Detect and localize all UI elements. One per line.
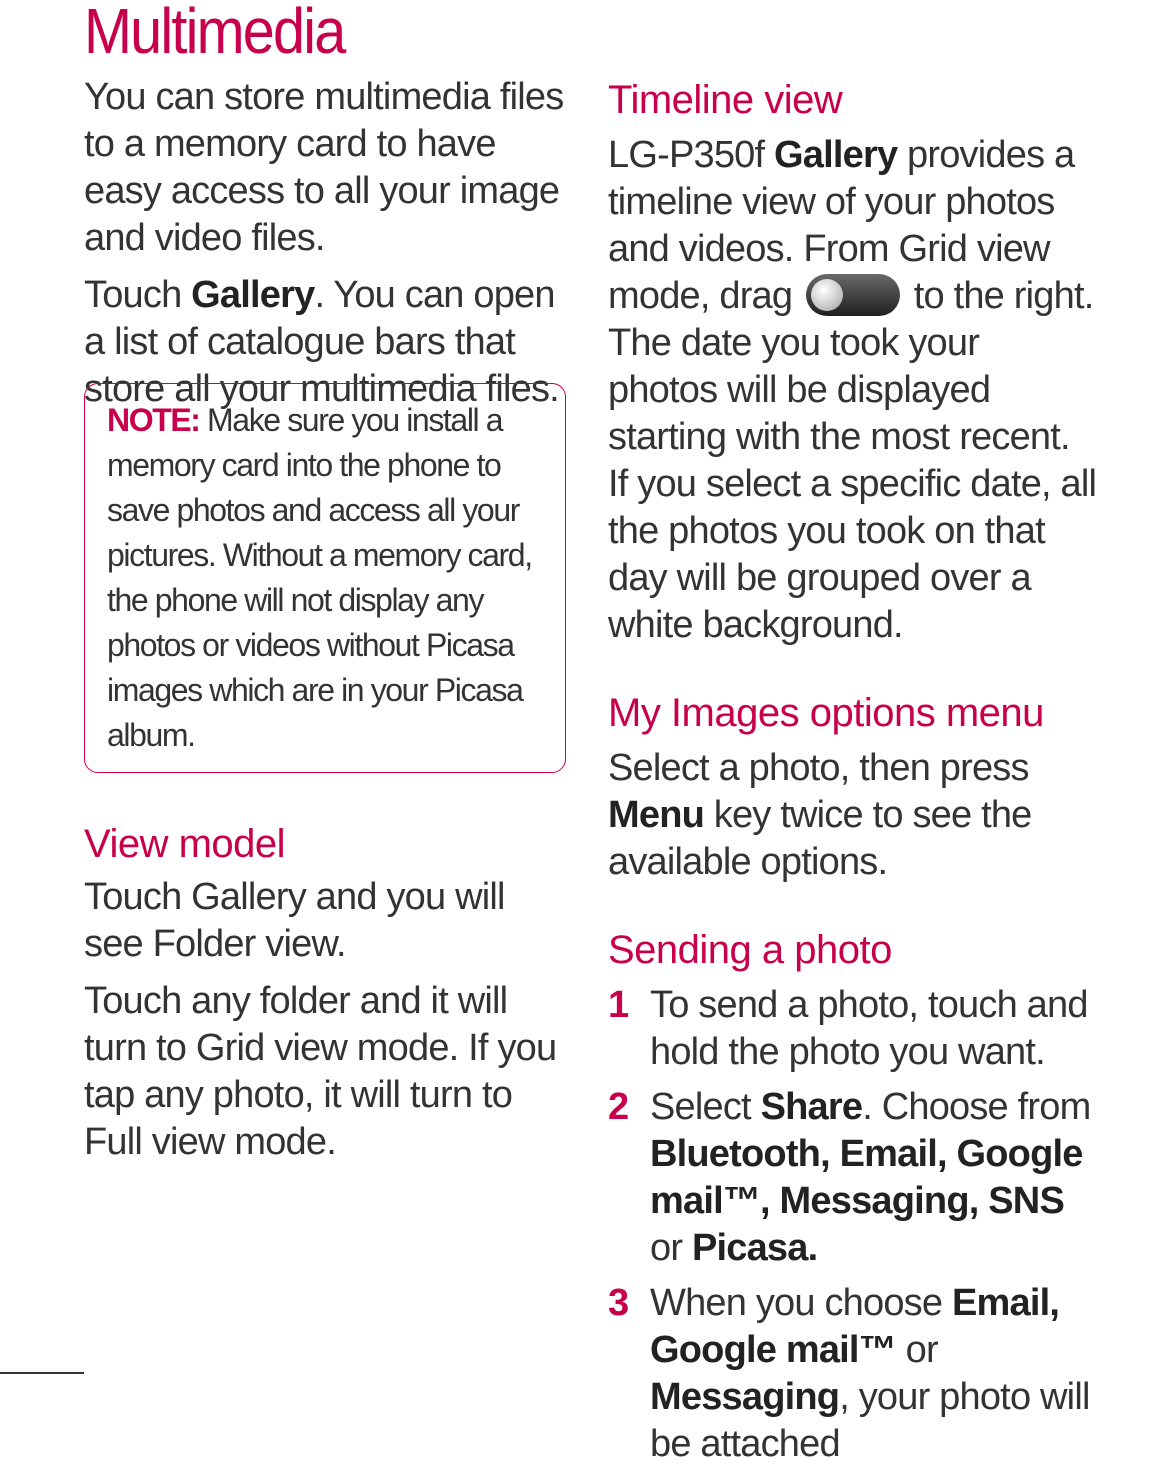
timeline-mid: provides a timeline view of your photos and videos. From Grid view mode, drag (608, 134, 1075, 317)
note-text (107, 398, 545, 758)
view-model-section (84, 820, 570, 1166)
view-model-paragraph-1: Touch Gallery and you will see Folder view. (84, 876, 505, 965)
left-column (84, 74, 570, 413)
gallery-post: . You can open a list of catalogue bars that store all your multimedia files. (84, 274, 559, 410)
gallery-bold: Gallery (191, 274, 315, 316)
step-2-services: Bluetooth, Email, Google mail™, Messaging, SNS (650, 1133, 1083, 1222)
step-3-messaging: Messaging (650, 1376, 840, 1418)
footer-rule (0, 1372, 84, 1374)
note-body: Make sure you install a memory card into the phone to save photos and access all your pictures. Without a memory card, the phone will not display any photos or videos without Picasa images which are in your Picasa album. (107, 402, 532, 753)
step-2-pre: Select (650, 1086, 761, 1128)
options-bold: Menu (608, 794, 705, 836)
step-2-picasa: Picasa. (691, 1227, 818, 1269)
gallery-pre: Touch (84, 274, 192, 316)
view-model-paragraph-2: Touch any folder and it will turn to Grid view mode. If you tap any photo, it will turn to Full view mode. (84, 980, 557, 1163)
step-number: 3 (608, 1282, 630, 1324)
page-title: Multimedia (84, 0, 345, 67)
step-text (650, 1084, 1098, 1272)
timeline-post: to the right. The date you took your photos will be displayed starting with the most recent. If you select a specific date, all the photos you took on that day will be grouped over a white background. (608, 275, 1097, 646)
sending-steps (608, 982, 1098, 1468)
slider-toggle-icon (806, 274, 900, 316)
step-number: 2 (608, 1086, 630, 1128)
step-3-email: Email, Google mail™ (650, 1282, 1060, 1371)
options-post: key twice to see the available options. (608, 794, 1032, 883)
timeline-pre: LG-P350f (608, 134, 775, 176)
step-2-share: Share (760, 1086, 863, 1128)
step-text: To send a photo, touch and hold the photo you want. (650, 984, 1088, 1073)
note-box (84, 383, 566, 773)
step-3-or: or (895, 1329, 938, 1371)
step-2-mid: . Choose from (862, 1086, 1091, 1128)
sending-heading: Sending a photo (608, 928, 892, 972)
view-model-heading: View model (84, 822, 286, 866)
timeline-bold: Gallery (774, 134, 898, 176)
step-3 (608, 1280, 1098, 1468)
timeline-paragraph (608, 132, 1098, 649)
step-number: 1 (608, 984, 630, 1026)
intro-paragraph: You can store multimedia files to a memory card to have easy access to all your image and video files. (84, 76, 564, 259)
toggle-knob (811, 279, 843, 311)
step-2-or: or (650, 1227, 692, 1269)
right-column (608, 74, 1098, 1476)
step-1 (608, 982, 1098, 1076)
note-label: NOTE: (107, 402, 200, 438)
options-pre: Select a photo, then press (608, 747, 1029, 789)
timeline-heading: Timeline view (608, 78, 843, 122)
step-3-post: , your photo will be attached (650, 1376, 1090, 1465)
step-2 (608, 1084, 1098, 1272)
step-3-pre: When you choose (650, 1282, 952, 1324)
options-paragraph (608, 745, 1098, 886)
options-heading: My Images options menu (608, 691, 1044, 735)
step-text (650, 1280, 1098, 1468)
